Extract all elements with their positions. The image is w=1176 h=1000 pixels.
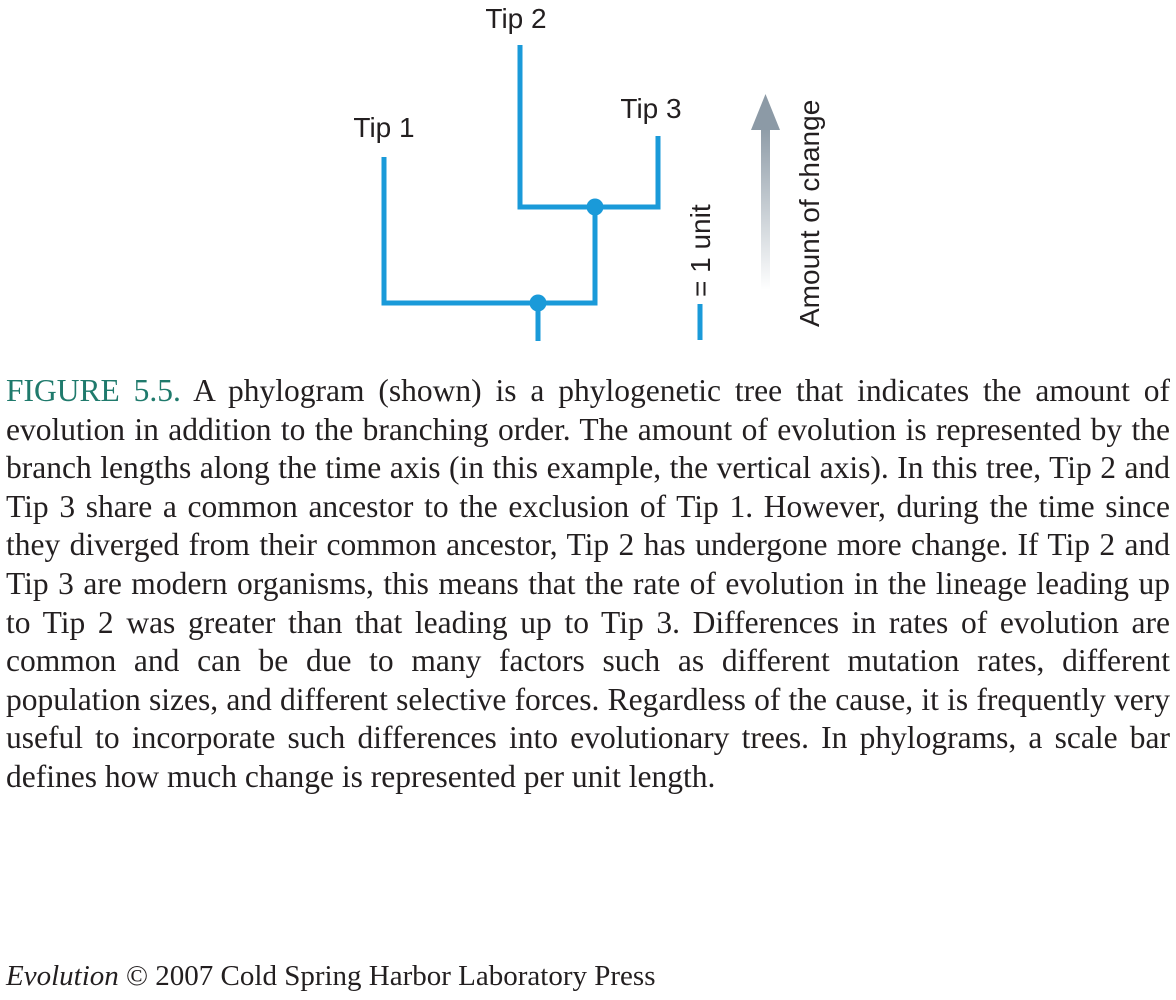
figure-caption bbox=[6, 372, 1170, 797]
tip-3-label: Tip 3 bbox=[620, 93, 682, 124]
arrow-shaft bbox=[761, 125, 770, 290]
scale-bar bbox=[685, 204, 716, 340]
branch-tip2 bbox=[520, 45, 595, 207]
branch-tip1 bbox=[384, 157, 538, 303]
branch-to-inner-node bbox=[538, 207, 595, 303]
arrow-head-icon bbox=[751, 94, 780, 130]
phylogram-figure bbox=[0, 0, 1176, 360]
tip-1-label: Tip 1 bbox=[353, 112, 415, 143]
tip-2-label: Tip 2 bbox=[485, 3, 547, 34]
caption-text: A phylogram (shown) is a phylogenetic tree that indicates the amount of evolution in addition to the branching order. The amount of evolution is represented by the branch lengths along the time axis (in this example, the vertical axis). In this tree, Tip 2 and Tip 3 share a common ancestor to the exclusion of Tip 1. However, during the time since they diverged from their common ancestor, Tip 2 has undergone more change. If Tip 2 and Tip 3 are modern organisms, this means that the rate of evolution in the lineage leading up to Tip 2 was greater than that leading up to Tip 3. Differences in rates of evolution are common and can be due to many factors such as different mutation rates, different population sizes, and different selective forces. Regardless of the cause, it is frequently very useful to incorporate such differences into evolutionary trees. In phylograms, a scale bar defines how much change is represented per unit length. bbox=[6, 373, 1171, 794]
figure-number: FIGURE 5.5. bbox=[6, 373, 181, 408]
axis-label: Amount of change bbox=[794, 99, 825, 327]
credit-text: © 2007 Cold Spring Harbor Laboratory Press bbox=[118, 960, 656, 992]
inner-node bbox=[587, 199, 604, 216]
book-title: Evolution bbox=[6, 960, 119, 992]
root-node bbox=[530, 295, 547, 312]
branch-tip3 bbox=[595, 136, 658, 207]
copyright-credit bbox=[6, 958, 1170, 994]
amount-of-change-axis bbox=[751, 94, 825, 327]
scale-bar-label: = 1 unit bbox=[685, 204, 716, 297]
phylogram-tree bbox=[384, 45, 658, 341]
